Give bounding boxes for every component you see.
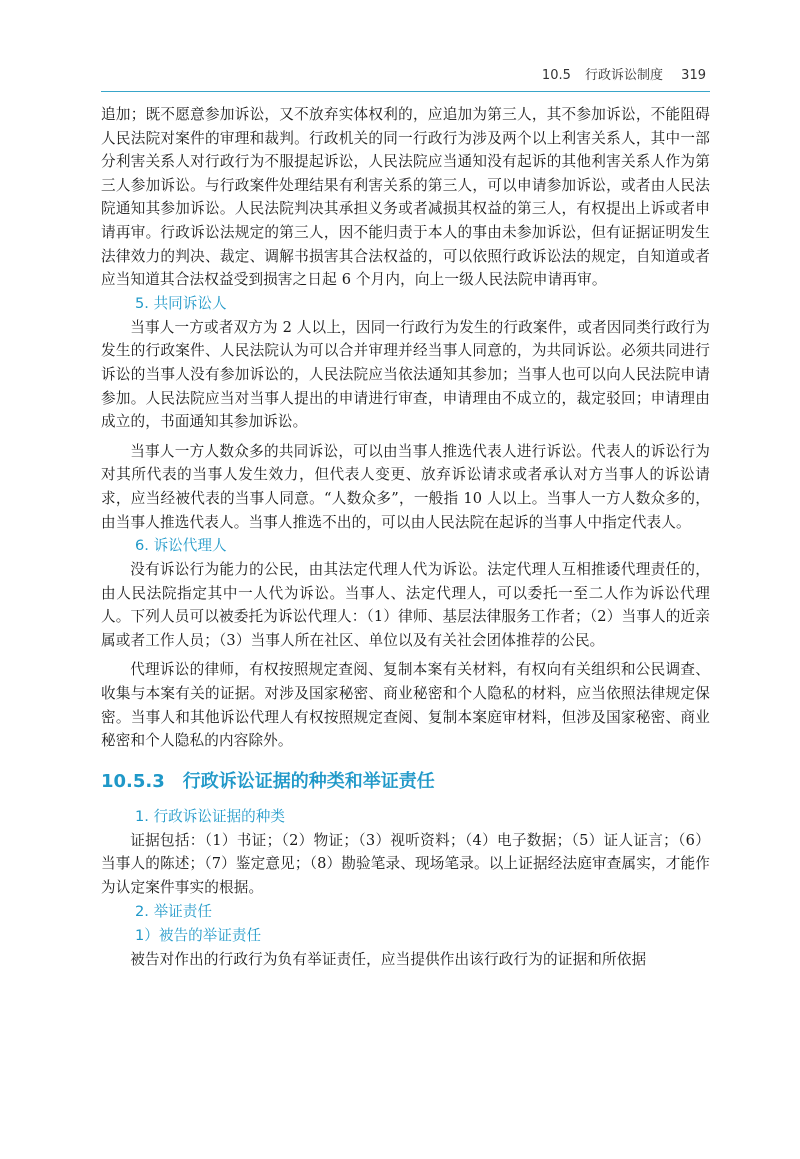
paragraph-evidence-list: 证据包括：（1）书证；（2）物证；（3）视听资料；（4）电子数据；（5）证人证言；（6）当事人的陈述；（7）鉴定意见；（8）勘验笔录、现场笔录。以上证据经法庭审查属实，才能作为认定案件事实的根据。 [101, 831, 710, 897]
heading-defendant-burden: 1）被告的举证责任 [135, 926, 262, 944]
running-head [542, 64, 706, 83]
page-header [101, 56, 710, 92]
heading-evidence-types: 1. 行政诉讼证据的种类 [135, 807, 285, 825]
section-number: 10.5.3 [101, 770, 165, 792]
heading-burden-of-proof: 2. 举证责任 [135, 902, 212, 920]
header-rule [101, 91, 710, 92]
page-number: 319 [681, 68, 706, 83]
heading-joint-litigants: 5. 共同诉讼人 [135, 294, 227, 312]
heading-litigation-agent: 6. 诉讼代理人 [135, 537, 227, 555]
paragraph-legal-agent: 没有诉讼行为能力的公民，由其法定代理人代为诉讼。法定代理人互相推诿代理责任的，由人民法院指定其中一人代为诉讼。当事人、法定代理人，可以委托一至二人作为诉讼代理人。下列人员可以被委托为诉讼代理人：（1）律师、基层法律服务工作者；（2）当事人的近亲属或者工作人员；（3）当事人所在社区、单位以及有关社会团体推荐的公民。 [101, 561, 710, 649]
paragraph-representative: 当事人一方人数众多的共同诉讼，可以由当事人推选代表人进行诉讼。代表人的诉讼行为对其所代表的当事人发生效力，但代表人变更、放弃诉讼请求或者承认对方当事人的诉讼请求，应当经被代表的当事人同意。“人数众多”，一般指 10 人以上。当事人一方人数众多的，由当事人推选代表人。当事人推选不出的，可以由人民法院在起诉的当事人中指定代表人。 [101, 442, 710, 531]
running-head-title: 行政诉讼制度 [585, 68, 664, 83]
section-heading [101, 767, 710, 797]
paragraph-lawyer-rights: 代理诉讼的律师，有权按照规定查阅、复制本案有关材料，有权向有关组织和公民调查、收集与本案有关的证据。对涉及国家秘密、商业秘密和个人隐私的材料，应当依照法律规定保密。当事人和其他诉讼代理人有权按照规定查阅、复制本案庭审材料，但涉及国家秘密、商业秘密和个人隐私的内容除外。 [101, 661, 710, 750]
paragraph-joint-litigation: 当事人一方或者双方为 2 人以上，因同一行政行为发生的行政案件，或者因同类行政行为发生的行政案件、人民法院认为可以合并审理并经当事人同意的，为共同诉讼。必须共同进行诉讼的当事人没有参加诉讼的，人民法院应当依法通知其参加；当事人也可以向人民法院申请参加。人民法院应当对当事人提出的申请进行审查，申请理由不成立的，裁定驳回；申请理由成立的，书面通知其参加诉讼。 [101, 318, 710, 431]
paragraph-third-party: 追加；既不愿意参加诉讼，又不放弃实体权利的，应追加为第三人，其不参加诉讼，不能阻碍人民法院对案件的审理和裁判。行政机关的同一行政行为涉及两个以上利害关系人，其中一部分利害关系人对行政行为不服提起诉讼，人民法院应当通知没有起诉的其他利害关系人作为第三人参加诉讼。与行政案件处理结果有利害关系的第三人，可以申请参加诉讼，或者由人民法院通知其参加诉讼。人民法院判决其承担义务或者减损其权益的第三人，有权提出上诉或者申请再审。行政诉讼法规定的第三人，因不能归责于本人的事由未参加诉讼，但有证据证明发生法律效力的判决、裁定、调解书损害其合法权益的，可以依照行政诉讼法的规定，自知道或者应当知道其合法权益受到损害之日起 6 个月内，向上一级人民法院申请再审。 [101, 106, 710, 289]
section-title: 行政诉讼证据的种类和举证责任 [182, 770, 435, 792]
paragraph-defendant-burden: 被告对作出的行政行为负有举证责任，应当提供作出该行政行为的证据和所依据 [130, 950, 647, 968]
running-head-section: 10.5 [541, 68, 571, 83]
page-body [101, 103, 710, 971]
